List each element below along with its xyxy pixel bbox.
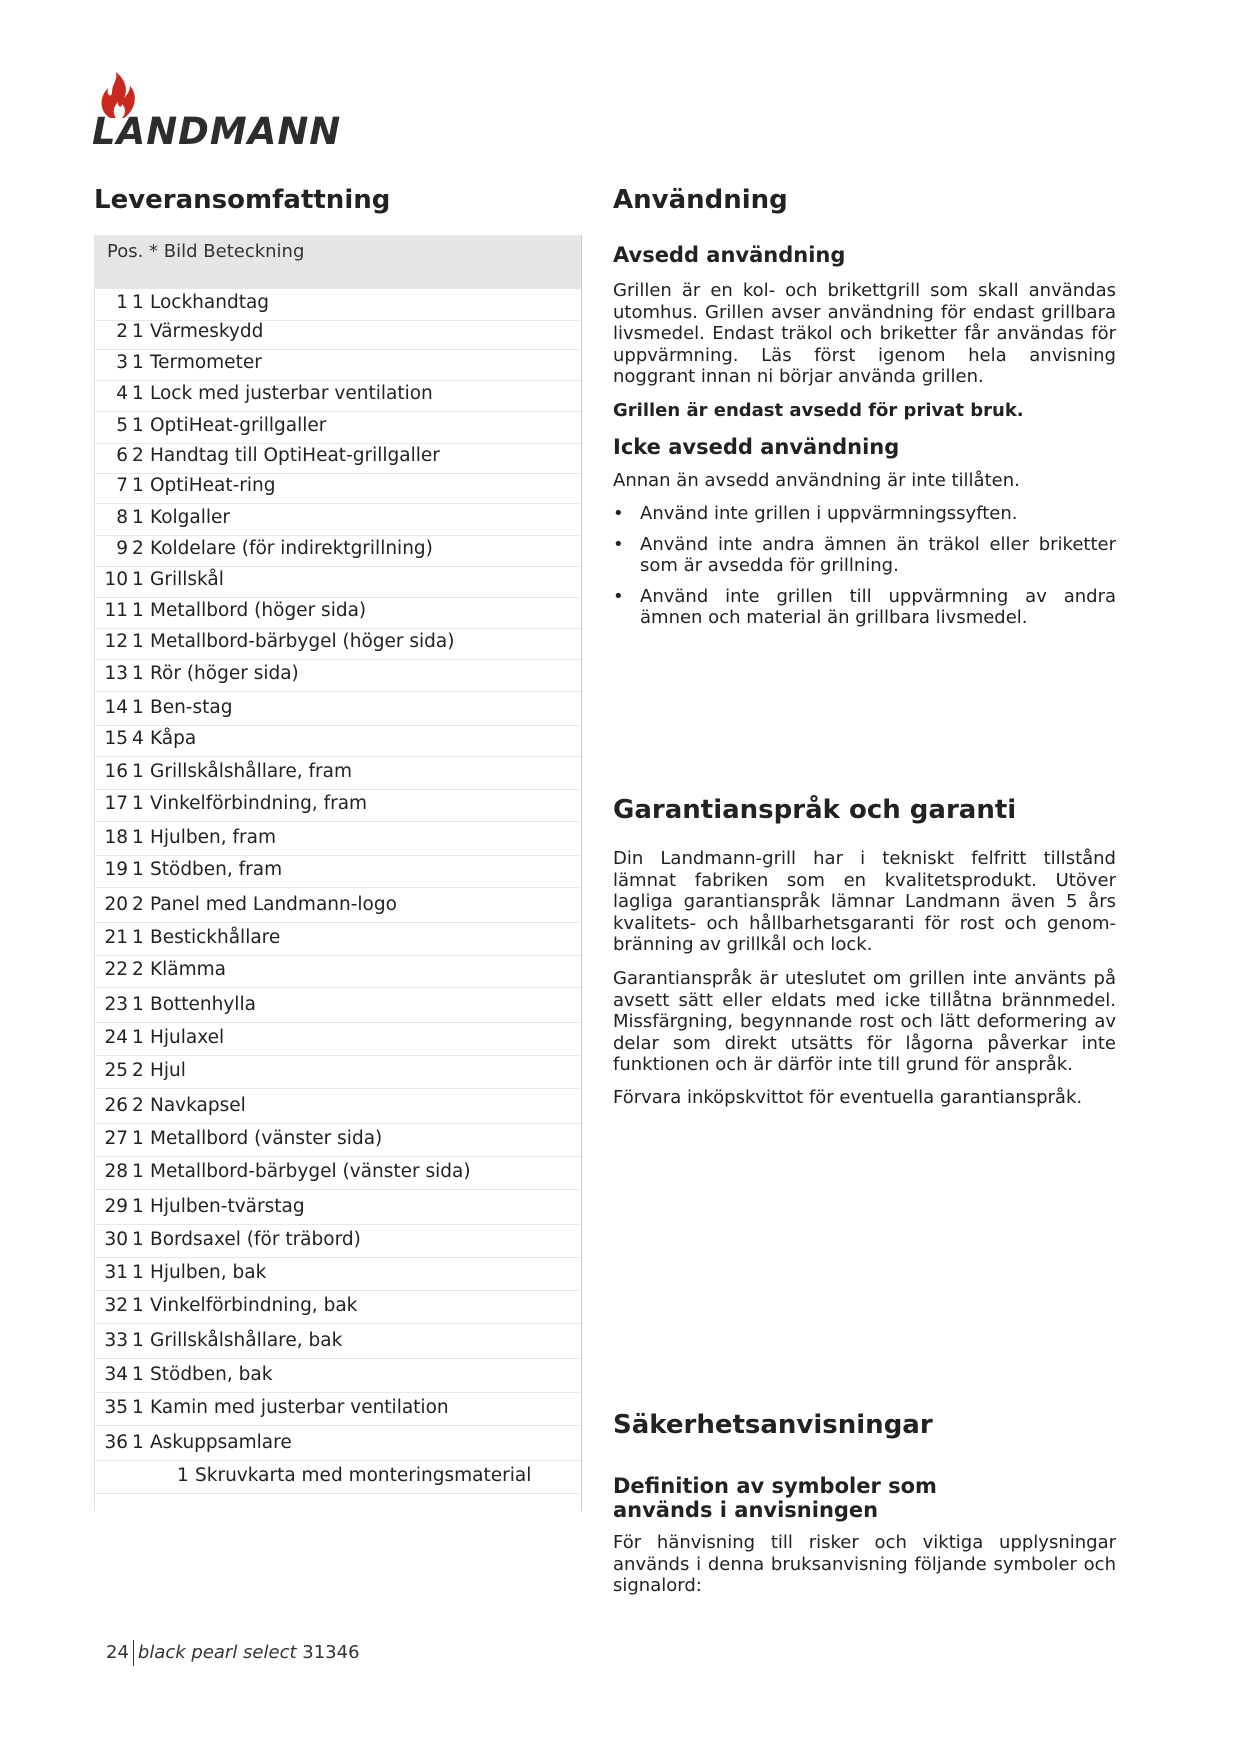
row-description: Värmeskydd — [150, 321, 264, 342]
row-count: 1 — [132, 994, 144, 1015]
not-intended-use-list — [613, 503, 1116, 638]
row-position: 31 — [104, 1262, 128, 1283]
list-item: • Använd inte andra ämnen än träkol eller briketter som är avsedda för grillning. — [613, 533, 1116, 577]
table-row — [95, 503, 581, 536]
row-description: Termometer — [150, 352, 262, 373]
row-count: 1 — [132, 793, 144, 814]
row-count: 2 — [132, 445, 144, 466]
symbols-definition-text: För hänvisning till risker och viktiga upplysningar används i denna bruksanvisning följande symboler och signalord: — [613, 1532, 1116, 1597]
row-count: 4 — [132, 728, 144, 749]
row-position: 29 — [104, 1196, 128, 1217]
row-position: 14 — [104, 697, 128, 718]
table-row — [95, 348, 581, 381]
page-footer — [106, 1640, 360, 1666]
table-row — [95, 1056, 581, 1089]
row-position: 25 — [104, 1060, 128, 1081]
symbols-definition-title: Definition av symboler som används i anvisningen — [613, 1474, 937, 1522]
row-position: 23 — [104, 994, 128, 1015]
row-description: OptiHeat-ring — [150, 475, 276, 496]
row-position: 10 — [104, 569, 128, 590]
model-number: 31346 — [302, 1642, 360, 1663]
row-count: 1 — [132, 352, 144, 373]
row-position: 7 — [116, 475, 128, 496]
row-description: Stödben, bak — [150, 1364, 273, 1385]
table-row — [95, 724, 581, 757]
table-row — [95, 923, 581, 956]
row-count: 1 — [132, 475, 144, 496]
row-count: 2 — [132, 538, 144, 559]
private-use-note: Grillen är endast avsedd för privat bruk. — [613, 400, 1024, 421]
parts-table-header: Pos. * Bild Beteckning — [95, 235, 581, 289]
row-description: Koldelare (för indirektgrillning) — [150, 538, 433, 559]
row-description: Bottenhylla — [150, 994, 256, 1015]
warranty-paragraph-1: Din Landmann-grill har i tekniskt felfritt tillstånd lämnat fabriken som en kvalitetsprodukt. Utöver lagliga garantianspråk lämnar Landmann även 5 års kvalitets- och hållbarhetsgaranti för rost och genom-bränning av grillkål och lock. — [613, 848, 1116, 956]
row-description: Hjulaxel — [150, 1027, 225, 1048]
row-count: 1 — [132, 415, 144, 436]
row-count: 2 — [132, 959, 144, 980]
table-row — [95, 1461, 581, 1494]
list-item: • Använd inte grillen till uppvärmning av andra ämnen och material än grillbara livsmedel. — [613, 585, 1116, 629]
row-description: Grillskålshållare, fram — [150, 761, 353, 782]
row-count: 1 — [132, 1432, 144, 1453]
row-position: 34 — [104, 1364, 128, 1385]
row-count: 1 — [132, 1128, 144, 1149]
table-row — [95, 1360, 581, 1393]
table-row — [95, 1258, 581, 1291]
row-position: 27 — [104, 1128, 128, 1149]
row-description: Kolgaller — [150, 507, 231, 528]
row-position: 20 — [104, 894, 128, 915]
row-description: Grillskålshållare, bak — [150, 1330, 343, 1351]
row-description: Panel med Landmann-logo — [150, 894, 397, 915]
row-count: 1 — [132, 1397, 144, 1418]
row-position: 30 — [104, 1229, 128, 1250]
row-count: 2 — [132, 1060, 144, 1081]
row-position: 18 — [104, 827, 128, 848]
not-intended-use-text: Annan än avsedd användning är inte tillåten. — [613, 470, 1020, 491]
row-description: Askuppsamlare — [150, 1432, 292, 1453]
row-position: 32 — [104, 1295, 128, 1316]
row-description: Kamin med justerbar ventilation — [150, 1397, 449, 1418]
table-row — [95, 1192, 581, 1225]
row-position: 21 — [104, 927, 128, 948]
table-row — [95, 1157, 581, 1190]
warranty-title: Garantianspråk och garanti — [613, 795, 1017, 825]
page-number: 24 — [106, 1642, 129, 1663]
row-position: 24 — [104, 1027, 128, 1048]
table-row — [95, 1428, 581, 1461]
row-position: 16 — [104, 761, 128, 782]
row-position: 22 — [104, 959, 128, 980]
brand-wordmark: LANDMANN — [92, 110, 342, 153]
row-description: Vinkelförbindning, bak — [150, 1295, 358, 1316]
row-count: 1 — [132, 1262, 144, 1283]
row-count: 1 — [132, 600, 144, 621]
not-intended-use-title: Icke avsedd användning — [613, 435, 900, 459]
row-description: Metallbord-bärbygel (vänster sida) — [150, 1161, 471, 1182]
row-position: 2 — [116, 321, 128, 342]
table-row — [95, 855, 581, 888]
table-row — [95, 317, 581, 350]
table-row — [95, 659, 581, 692]
row-position: 8 — [116, 507, 128, 528]
row-position: 28 — [104, 1161, 128, 1182]
table-row — [95, 1291, 581, 1324]
row-position: 26 — [104, 1095, 128, 1116]
intended-use-text: Grillen är en kol- och brikettgrill som skall användas utomhus. Grillen avser användning för endast grillbara livsmedel. Endast träkol och briketter får användas för uppvärmning. Läs först igenom hela anvisning noggrant innan ni börjar använda grillen. — [613, 280, 1116, 388]
row-description: Metallbord (vänster sida) — [150, 1128, 383, 1149]
table-row — [95, 1393, 581, 1426]
table-row — [95, 1124, 581, 1157]
row-position: 13 — [104, 663, 128, 684]
row-count: 1 — [132, 1364, 144, 1385]
table-row — [95, 890, 581, 923]
row-description: Grillskål — [150, 569, 224, 590]
row-description: Stödben, fram — [150, 859, 283, 880]
row-description: Hjulben, bak — [150, 1262, 267, 1283]
landmann-logo — [90, 72, 370, 152]
row-description: Lockhandtag — [150, 292, 270, 313]
list-item: • Använd inte grillen i uppvärmningssyften. — [613, 503, 1018, 524]
row-description: Lock med justerbar ventilation — [150, 383, 433, 404]
table-row — [95, 471, 581, 504]
table-row — [95, 1091, 581, 1124]
table-row — [95, 990, 581, 1023]
row-description: Ben-stag — [150, 697, 233, 718]
table-row — [95, 955, 581, 988]
row-count: 1 — [132, 663, 144, 684]
row-count: 1 — [132, 292, 144, 313]
row-description: Kåpa — [150, 728, 197, 749]
row-position: 36 — [104, 1432, 128, 1453]
table-row — [95, 565, 581, 598]
row-description: Handtag till OptiHeat-grillgaller — [150, 445, 440, 466]
row-position: 6 — [116, 445, 128, 466]
row-description: OptiHeat-grillgaller — [150, 415, 327, 436]
table-row — [95, 789, 581, 822]
row-count: 2 — [132, 894, 144, 915]
row-position: 12 — [104, 631, 128, 652]
row-description: Metallbord-bärbygel (höger sida) — [150, 631, 455, 652]
table-row — [95, 441, 581, 474]
row-count: 1 — [177, 1465, 189, 1486]
row-count: 1 — [132, 1027, 144, 1048]
warranty-paragraph-3: Förvara inköpskvittot för eventuella garantianspråk. — [613, 1087, 1083, 1108]
table-row — [95, 757, 581, 790]
table-row — [95, 1326, 581, 1359]
row-description: Vinkelförbindning, fram — [150, 793, 368, 814]
row-count: 1 — [132, 631, 144, 652]
row-description: Skruvkarta med monteringsmaterial — [195, 1465, 532, 1486]
row-count: 1 — [132, 569, 144, 590]
parts-table — [94, 235, 582, 1511]
row-position: 9 — [116, 538, 128, 559]
table-row — [95, 411, 581, 444]
row-position: 35 — [104, 1397, 128, 1418]
row-position: 33 — [104, 1330, 128, 1351]
row-position: 5 — [116, 415, 128, 436]
table-row — [95, 1225, 581, 1258]
model-name: black pearl select — [137, 1642, 297, 1663]
row-count: 1 — [132, 761, 144, 782]
row-count: 1 — [132, 383, 144, 404]
row-count: 2 — [132, 1095, 144, 1116]
row-count: 1 — [132, 1229, 144, 1250]
table-row — [95, 627, 581, 660]
table-row — [95, 379, 581, 412]
row-count: 1 — [132, 697, 144, 718]
row-description: Hjulben-tvärstag — [150, 1196, 305, 1217]
row-position: 1 — [116, 292, 128, 313]
row-position: 3 — [116, 352, 128, 373]
row-description: Metallbord (höger sida) — [150, 600, 367, 621]
row-description: Hjulben, fram — [150, 827, 277, 848]
row-description: Rör (höger sida) — [150, 663, 299, 684]
table-row — [95, 534, 581, 567]
row-count: 1 — [132, 1161, 144, 1182]
warranty-paragraph-2: Garantianspråk är uteslutet om grillen inte använts på avsett sätt eller eldats med icke tillåtna brännmedel. Missfärgning, begynnande rost och lätt deformering av delar som direkt utsätts för lågorna påverkar inte funktionen och är därför inte till grund för anspråk. — [613, 968, 1116, 1076]
row-position: 17 — [104, 793, 128, 814]
table-row — [95, 823, 581, 856]
row-description: Bordsaxel (för träbord) — [150, 1229, 361, 1250]
row-description: Hjul — [150, 1060, 186, 1081]
row-count: 1 — [132, 321, 144, 342]
row-description: Navkapsel — [150, 1095, 246, 1116]
row-count: 1 — [132, 1196, 144, 1217]
row-position: 11 — [104, 600, 128, 621]
delivery-scope-title: Leveransomfattning — [94, 185, 391, 215]
row-count: 1 — [132, 1330, 144, 1351]
table-row — [95, 693, 581, 726]
row-position: 19 — [104, 859, 128, 880]
row-description: Bestickhållare — [150, 927, 281, 948]
table-row — [95, 1023, 581, 1056]
row-description: Klämma — [150, 959, 226, 980]
usage-title: Användning — [613, 185, 788, 215]
intended-use-title: Avsedd användning — [613, 243, 846, 267]
row-count: 1 — [132, 927, 144, 948]
row-count: 1 — [132, 827, 144, 848]
row-position: 4 — [116, 383, 128, 404]
row-position: 15 — [104, 728, 128, 749]
row-count: 1 — [132, 859, 144, 880]
row-count: 1 — [132, 507, 144, 528]
table-row — [95, 596, 581, 629]
row-count: 1 — [132, 1295, 144, 1316]
safety-title: Säkerhetsanvisningar — [613, 1410, 933, 1440]
